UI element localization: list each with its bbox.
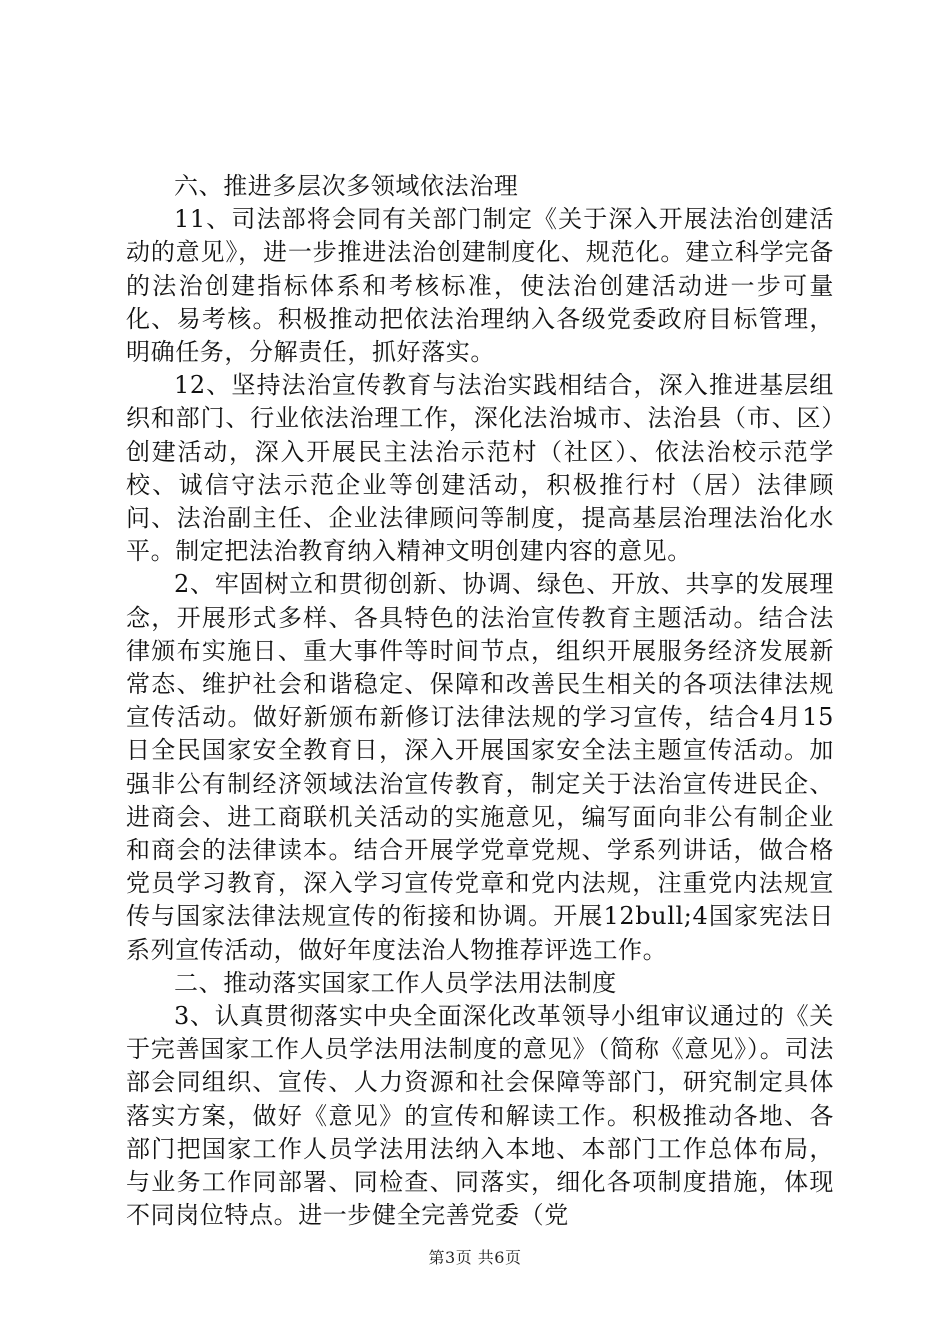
paragraph-11: 11、司法部将会同有关部门制定《关于深入开展法治创建活动的意见》，进一步推进法治创建制度化、规范化。建立科学完备的法治创建指标体系和考核标准，使法治创建活动进一步可量化、易考核。积极推动把依法治理纳入各级党委政府目标管理，明确任务，分解责任，抓好落实。 [126, 205, 834, 367]
section-heading-2: 二、推动落实国家工作人员学法用法制度 [174, 968, 617, 997]
paragraph-12: 12、坚持法治宣传教育与法治实践相结合，深入推进基层组织和部门、行业依法治理工作，深化法治城市、法治县（市、区）创建活动，深入开展民主法治示范村（社区）、依法治校示范学校、诚信守法示范企业等创建活动，积极推行村（居）法律顾问、法治副主任、企业法律顾问等制度，提高基层治理法治化水平。制定把法治教育纳入精神文明创建内容的意见。 [126, 371, 834, 566]
page-footer: 第3页 共6页 [428, 1248, 522, 1267]
paragraph-3: 3、认真贯彻落实中央全面深化改革领导小组审议通过的《关于完善国家工作人员学法用法制度的意见》（简称《意见》）。司法部会同组织、宣传、人力资源和社会保障等部门，研究制定具体落实方案，做好《意见》的宣传和解读工作。积极推动各地、各部门把国家工作人员学法用法纳入本地、本部门工作总体布局，与业务工作同部署、同检查、同落实，细化各项制度措施，体现不同岗位特点。进一步健全完善党委（党 [126, 1002, 834, 1230]
section-heading-6: 六、推进多层次多领域依法治理 [174, 172, 519, 200]
document-body [126, 170, 834, 1233]
paragraph-2: 2、牢固树立和贯彻创新、协调、绿色、开放、共享的发展理念，开展形式多样、各具特色的法治宣传教育主题活动。结合法律颁布实施日、重大事件等时间节点，组织开展服务经济发展新常态、维护社会和谐稳定、保障和改善民生相关的各项法律法规宣传活动。做好新颁布新修订法律法规的学习宣传，结合4月15日全民国家安全教育日，深入开展国家安全法主题宣传活动。加强非公有制经济领域法治宣传教育，制定关于法治宣传进民企、进商会、进工商联机关活动的实施意见，编写面向非公有制企业和商会的法律读本。结合开展学党章党规、学系列讲话，做合格党员学习教育，深入学习宣传党章和党内法规，注重党内法规宣传与国家法律法规宣传的衔接和协调。开展12bull;4国家宪法日系列宣传活动，做好年度法治人物推荐评选工作。 [126, 570, 834, 964]
